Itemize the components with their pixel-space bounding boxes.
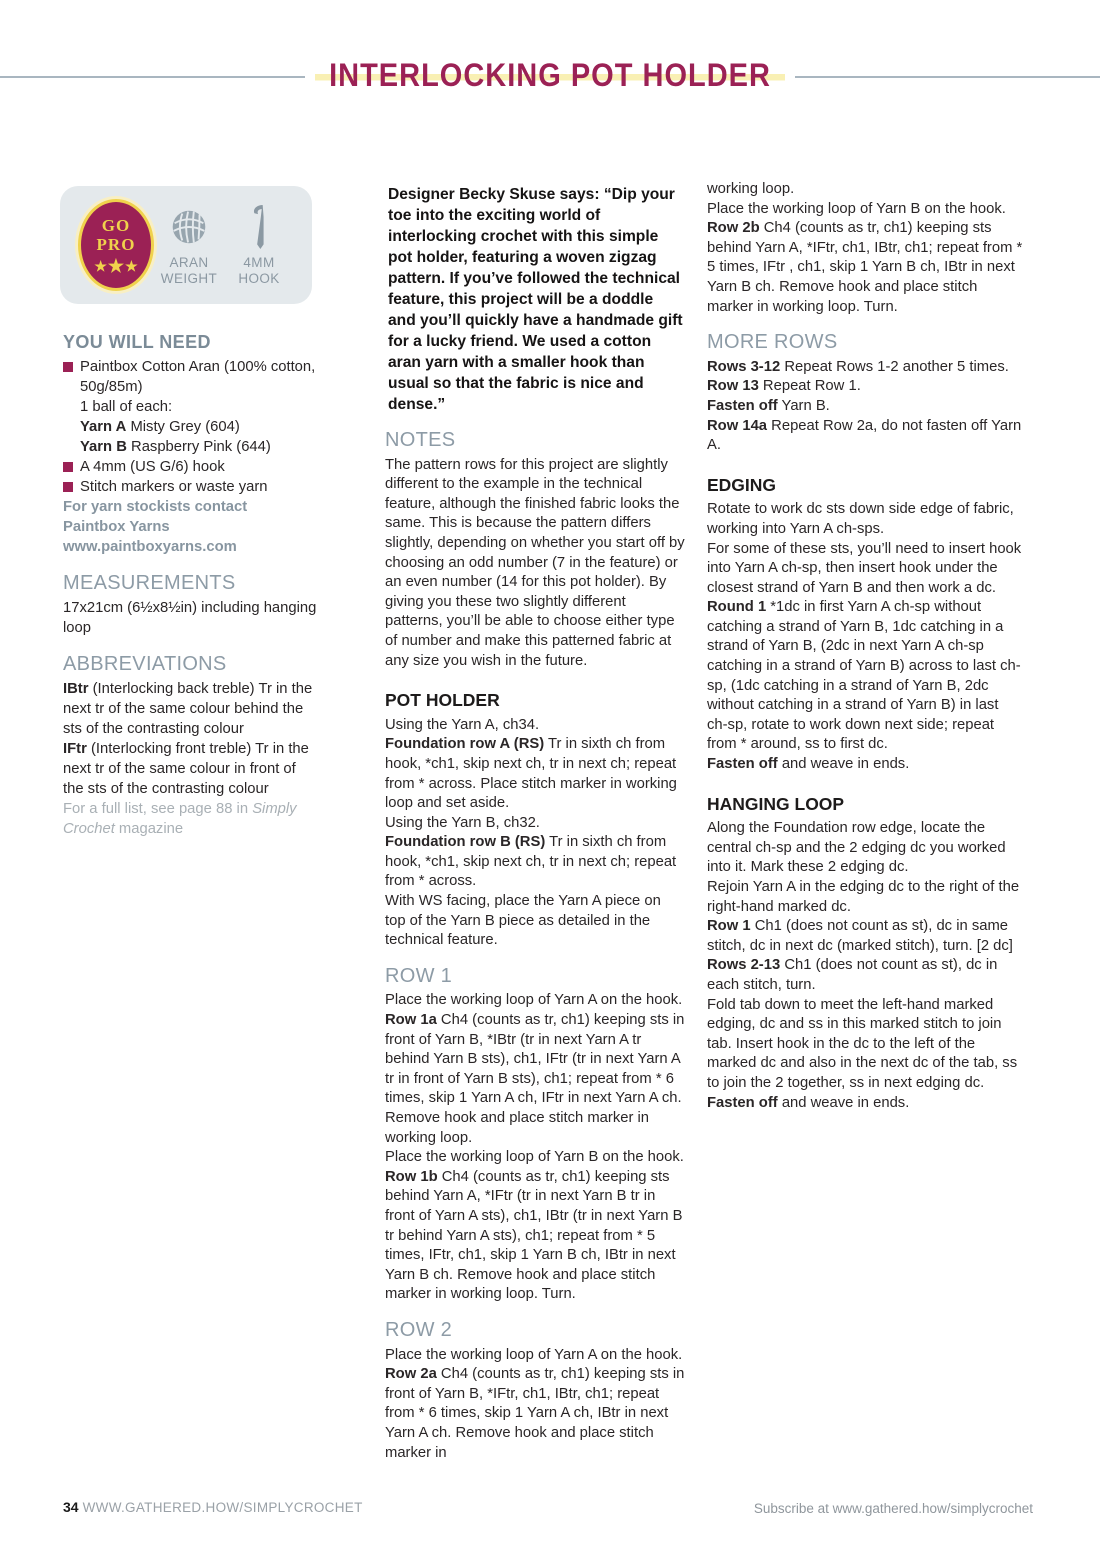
- paragraph: [707, 755, 1023, 775]
- paragraph: [63, 417, 317, 437]
- section-heading: EDGING: [707, 474, 777, 495]
- column-left: [63, 332, 317, 839]
- text-segment: Place the working loop of Yarn B on the hook.: [385, 1149, 684, 1166]
- text-segment: For some of these sts, you’ll need to insert hook into Yarn A ch-sp, then insert hook under the closest strand of Yarn B and then work a dc.: [707, 540, 1022, 596]
- section: [63, 573, 317, 638]
- text-segment: Stitch markers or waste yarn: [80, 479, 268, 495]
- column-middle: [385, 184, 685, 1463]
- section: [707, 333, 1023, 456]
- text-segment: Designer Becky Skuse says: “Dip your toe into the exciting world of interlocking crochet with this simple pot holder, featuring a woven zigzag pattern. If you’ve followed the technical feature, this project will be a doddle and you’ll quickly have a handmade gift for a lucky friend. We used a cotton aran yarn with a smaller hook than usual so that the fabric is nice and dense.”: [388, 186, 683, 413]
- text-segment: Place the working loop of Yarn B on the hook.: [707, 200, 1006, 217]
- text-segment: Fasten off: [707, 397, 778, 414]
- paragraph: [707, 996, 1023, 1094]
- text-segment: Row 2b: [707, 220, 760, 237]
- paragraph: [707, 417, 1023, 456]
- text-segment: Fasten off: [707, 756, 778, 773]
- text-segment: Row 1a: [385, 1012, 437, 1029]
- page-header: [0, 58, 1100, 95]
- paragraph: [63, 397, 317, 417]
- paragraph: [385, 991, 685, 1011]
- yarn-weight-badge: [154, 203, 224, 287]
- paragraph: [707, 878, 1023, 917]
- page-number: 34: [63, 1499, 79, 1515]
- paragraph: [63, 739, 317, 799]
- section: [385, 964, 685, 1305]
- text-segment: Using the Yarn A, ch34.: [385, 716, 540, 733]
- text-segment: Repeat Row 1.: [758, 378, 861, 395]
- text-segment: working loop.: [707, 181, 795, 197]
- crochet-hook-icon: [248, 203, 270, 251]
- text-segment: Rows 3-12: [707, 358, 781, 375]
- paragraph: [707, 598, 1023, 755]
- paragraph: [63, 517, 317, 537]
- footer-left: [63, 1499, 363, 1515]
- section-heading: YOU WILL NEED: [63, 332, 211, 352]
- section-heading: ABBREVIATIONS: [63, 653, 227, 675]
- hook-size-label: 4MM HOOK: [238, 255, 280, 286]
- text-segment: Using the Yarn B, ch32.: [385, 814, 540, 831]
- text-segment: Raspberry Pink (644): [126, 439, 271, 455]
- text-segment: IFtr: [63, 741, 87, 757]
- text-segment: Paintbox Cotton Aran (100% cotton, 50g/85m): [80, 359, 316, 395]
- bullet-square-icon: [63, 462, 73, 472]
- paragraph: [63, 437, 317, 457]
- paragraph: [385, 1365, 685, 1463]
- text-segment: Fold tab down to meet the left-hand marked edging, dc and ss in this marked stitch to join tab. Insert hook in the dc to the left of the marked dc and also in the next dc of the tab, ss to join the 2 together, ss in next edging dc.: [707, 996, 1018, 1091]
- section-heading: NOTES: [385, 429, 456, 451]
- paragraph: [707, 397, 1023, 417]
- text-segment: *1dc in first Yarn A ch-sp without catching a strand of Yarn B, 1dc catching in a strand of Yarn B, (2dc in next Yarn A ch-sp catching in a strand of Yarn B) across to last ch-sp, (1dc catching in a strand of Yarn B, 2dc without catching in a strand of Yarn B) in last ch-sp, rotate to work down next side; repeat from * around, ss to first dc.: [707, 599, 1021, 753]
- text-segment: A 4mm (US G/6) hook: [80, 459, 225, 475]
- paragraph: [385, 892, 685, 951]
- text-segment: Ch4 (counts as tr, ch1) keeping sts behind Yarn A, *IFtr (tr in next Yarn B tr in front of Yarn A sts), ch1, IBtr (tr in next Yarn B tr behind Yarn A sts), ch1; repeat from * 5 times, IFtr, ch1, skip 1 Yarn B ch, IBtr in next Yarn B ch. Remove hook and place stitch marker in working loop. Turn.: [385, 1168, 683, 1303]
- paragraph: [385, 735, 685, 813]
- text-segment: Row 1: [707, 918, 751, 935]
- footer-subscribe-text: Subscribe at www.gathered.how/simplycrochet: [753, 1501, 1033, 1516]
- bullet-square-icon: [63, 362, 73, 372]
- text-segment: (Interlocking back treble) Tr in the next tr of the same colour behind the sts of the contrasting colour: [63, 681, 313, 737]
- section-heading: POT HOLDER: [385, 690, 500, 711]
- text-segment: For yarn stockists contact: [63, 499, 248, 515]
- paragraph: [707, 219, 1023, 317]
- paragraph: [385, 716, 685, 736]
- section: [385, 184, 685, 415]
- paragraph: [707, 500, 1023, 539]
- paragraph: [707, 180, 1023, 200]
- text-segment: Rows 2-13: [707, 957, 781, 974]
- text-segment: Misty Grey (604): [126, 419, 240, 435]
- paragraph: [707, 200, 1023, 220]
- paragraph: [385, 456, 685, 672]
- text-segment: Yarn B.: [777, 397, 830, 414]
- text-segment: Ch4 (counts as tr, ch1) keeping sts in front of Yarn B, *IFtr, ch1, IBtr, ch1; repeat from * 6 times, skip 1 Yarn A ch, IBtr in next Yarn A ch. Remove hook and place stitch marker in: [385, 1366, 685, 1461]
- paragraph: [63, 477, 317, 497]
- section: [707, 180, 1023, 317]
- text-segment: Yarn B: [80, 439, 127, 455]
- text-segment: www.paintboxyarns.com: [63, 539, 237, 555]
- text-segment: Place the working loop of Yarn A on the hook.: [385, 1346, 683, 1363]
- section-heading: MEASUREMENTS: [63, 572, 236, 594]
- header-rule-left: [0, 76, 305, 78]
- paragraph: [63, 537, 317, 557]
- text-segment: Ch4 (counts as tr, ch1) keeping sts in front of Yarn B, *IBtr (tr in next Yarn A tr behind Yarn B sts), ch1, IFtr (tr in next Yarn A tr in front of Yarn B sts), ch1; repeat from * 6 times, skip 1 Yarn A ch, IFtr in next Yarn A ch. Remove hook and place stitch marker in working loop.: [385, 1012, 685, 1146]
- paragraph: [385, 1011, 685, 1148]
- paragraph: [385, 814, 685, 834]
- footer-url: WWW.GATHERED.HOW/SIMPLYCROCHET: [78, 1500, 363, 1515]
- paragraph: [707, 1094, 1023, 1114]
- yarn-weight-label: ARAN WEIGHT: [160, 255, 218, 286]
- paragraph: [707, 377, 1023, 397]
- section: [385, 431, 685, 671]
- paragraph: [707, 540, 1023, 599]
- paragraph: [385, 1148, 685, 1168]
- section-heading: ROW 1: [385, 964, 453, 987]
- text-segment: Simply Crochet: [63, 801, 297, 837]
- text-segment: and weave in ends.: [777, 1094, 910, 1111]
- difficulty-stars: [94, 257, 137, 275]
- paragraph: [707, 819, 1023, 878]
- star-icon: ★: [94, 259, 107, 275]
- column-right: [707, 180, 1023, 1113]
- text-segment: and weave in ends.: [777, 756, 910, 773]
- header-rule-right: [795, 76, 1100, 78]
- text-segment: Foundation row A (RS): [385, 736, 545, 753]
- paragraph: [707, 358, 1023, 378]
- text-segment: Repeat Rows 1-2 another 5 times.: [780, 358, 1009, 375]
- section: [707, 476, 1023, 775]
- text-segment: For a full list, see page 88 in: [63, 801, 253, 817]
- yarn-ball-icon: [166, 203, 212, 251]
- star-icon: ★: [125, 259, 138, 275]
- text-segment: Tr in sixth ch from hook, *ch1, skip next ch, tr in next ch; repeat from * across. Place stitch marker in working loop and set aside.: [385, 736, 677, 812]
- text-segment: Ch4 (counts as tr, ch1) keeping sts behind Yarn A, *IFtr, ch1, IBtr, ch1; repeat from * 5 times, IFtr , ch1, skip 1 Yarn B ch, IBtr in next Yarn B ch. Remove hook and place stitch marker in working loop. Turn.: [707, 220, 1023, 315]
- text-segment: Fasten off: [707, 1094, 778, 1111]
- paragraph: [63, 598, 317, 638]
- text-segment: Row 14a: [707, 417, 768, 434]
- text-segment: 1 ball of each:: [80, 399, 173, 415]
- text-segment: IBtr: [63, 681, 89, 697]
- hook-size-badge: [224, 203, 294, 287]
- bullet-square-icon: [63, 482, 73, 492]
- paragraph: [63, 497, 317, 517]
- section: [63, 654, 317, 839]
- go-pro-label: PRO: [96, 234, 136, 254]
- text-segment: Round 1: [707, 599, 767, 616]
- section: [707, 795, 1023, 1114]
- text-segment: Place the working loop of Yarn A on the hook.: [385, 992, 683, 1009]
- paragraph: [707, 956, 1023, 995]
- text-segment: Foundation row B (RS): [385, 834, 546, 851]
- text-segment: With WS facing, place the Yarn A piece on top of the Yarn B piece as detailed in the technical feature.: [385, 893, 661, 949]
- paragraph: [63, 679, 317, 739]
- section: [385, 1318, 685, 1463]
- text-segment: Tr in sixth ch from hook, *ch1, skip next ch, tr in next ch; repeat from * across.: [385, 834, 677, 890]
- text-segment: Row 13: [707, 378, 759, 395]
- text-segment: Yarn A: [80, 419, 127, 435]
- section: [385, 691, 685, 951]
- text-segment: Rotate to work dc sts down side edge of fabric, working into Yarn A ch-sps.: [707, 501, 1014, 537]
- text-segment: magazine: [114, 821, 184, 837]
- go-pro-badge: [78, 199, 154, 291]
- text-segment: (Interlocking front treble) Tr in the next tr of the same colour in front of the sts of the contrasting colour: [63, 741, 309, 797]
- paragraph: [385, 184, 685, 415]
- paragraph: [63, 357, 317, 397]
- text-segment: Row 2a: [385, 1366, 437, 1383]
- paragraph: [63, 457, 317, 477]
- text-segment: Row 1b: [385, 1168, 438, 1185]
- go-pro-label: GO: [101, 215, 131, 235]
- text-segment: Ch1 (does not count as st), dc in each stitch, turn.: [707, 957, 998, 993]
- paragraph: [63, 799, 317, 839]
- text-segment: 17x21cm (6½x8½in) including hanging loop: [63, 600, 317, 636]
- text-segment: Rejoin Yarn A in the edging dc to the right of the right-hand marked dc.: [707, 879, 1020, 915]
- section-heading: HANGING LOOP: [707, 793, 845, 814]
- page-title: INTERLOCKING POT HOLDER: [315, 56, 785, 97]
- text-segment: Along the Foundation row edge, locate the central ch-sp and the 2 edging dc you worked into it. Mark these 2 edging dc.: [707, 820, 1006, 876]
- section-heading: ROW 2: [385, 1318, 453, 1341]
- paragraph: [385, 1346, 685, 1366]
- star-icon: ★: [107, 255, 125, 276]
- paragraph: [385, 833, 685, 892]
- text-segment: Repeat Row 2a, do not fasten off Yarn A.: [707, 417, 1022, 454]
- text-segment: Ch1 (does not count as st), dc in same stitch, dc in next dc (marked stitch), turn. [2 dc]: [707, 918, 1013, 954]
- paragraph: [707, 917, 1023, 956]
- text-segment: The pattern rows for this project are slightly different to the example in the technical feature, although the finished fabric looks the same. This is because the pattern differs slightly, depending on whether you start off by choosing an odd number (7 in the feature) or an even number (14 for this pot holder). By giving you these two slightly different patterns, you’ll be able to choose either type of number and make this patterned fabric at any size you wish in the future.: [385, 456, 685, 669]
- paragraph: [385, 1168, 685, 1305]
- section: [63, 332, 317, 557]
- skill-badge: [60, 186, 312, 304]
- text-segment: Paintbox Yarns: [63, 519, 170, 535]
- section-heading: MORE ROWS: [707, 331, 838, 354]
